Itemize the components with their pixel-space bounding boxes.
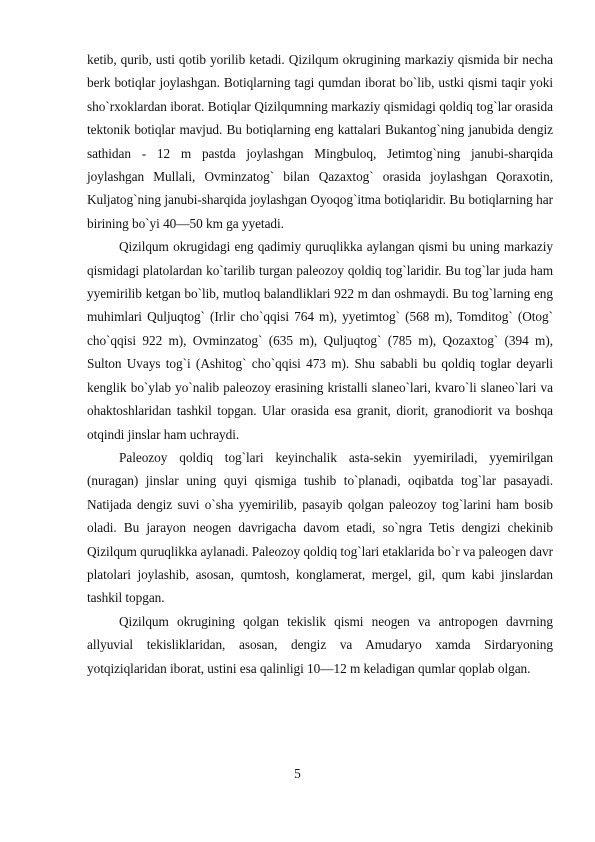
paragraph-2: Qizilqum okrugidagi eng qadimiy quruqlikka aylangan qismi bu uning markaziy qismidagi platolardan ko`tarilib turgan paleozoy qoldiq tog`laridir. Bu tog`lar juda ham yyemirilib ketgan bo`lib, mutloq balandliklari 922 m dan oshmaydi. Bu tog`larning eng muhimlari Quljuqtog` (Irlir cho`qqisi 764 m), yyetimtog` (568 m), Tomditog` (Otog` cho`qqisi 922 m), Ovminzatog` (635 m), Quljuqtog` (785 m), Qozaxtog` (394 m), Sulton Uvays tog`i (Ashitog` cho`qqisi 473 m). Shu sababli bu qoldiq toglar deyarli kenglik bo`ylab yo`nalib paleozoy erasining kristalli slaneo`lari, kvaro`li slaneo`lari va ohaktoshlaridan tashkil topgan. Ular orasida esa granit, diorit, granodiorit va boshqa otqindi jinslar ham uchraydi. bbox=[87, 239, 553, 442]
document-page bbox=[87, 48, 553, 680]
page-number: 5 bbox=[294, 766, 301, 781]
paragraph-3: Paleozoy qoldiq tog`lari keyinchalik asta-sekin yyemiriladi, yyemirilgan (nuragan) jinslar uning quyi qismiga tushib to`planadi, oqibatda tog`lar pasayadi. Natijada dengiz suvi o`sha yyemirilib, pasayib qolgan paleozoy tog`larini ham bosib oladi. Bu jarayon neogen davrigacha davom etadi, so`ngra Tetis dengizi chekinib Qizilqum quruqlikka aylanadi. Paleozoy qoldiq tog`lari etaklarida bo`r va paleogen davr platolari joylashib, asosan, qumtosh, konglamerat, mergel, gil, qum kabi jinslardan tashkil topgan. bbox=[87, 449, 553, 606]
paragraph-1: ketib, qurib, usti qotib yorilib ketadi. Qizilqum okrugining markaziy qismida bir necha berk botiqlar joylashgan. Botiqlarning tagi qumdan iborat bo`lib, ustki qismi taqir yoki sho`rxoklardan iborat. Botiqlar Qizilqumning markaziy qismidagi qoldiq tog`lar orasida tektonik botiqlar mavjud. Bu botiqlarning eng kattalari Bukantog`ning janubida dengiz sathidan - 12 m pastda joylashgan Mingbuloq, Jetimtog`ning janubi-sharqida joylashgan Mullali, Ovminzatog` bilan Qazaxtog` orasida joylashgan Qoraxotin, Kuljatog`ning janubi-sharqida joylashgan Oyoqog`itma botiqlaridir. Bu botiqlarning har birining bo`yi 40—50 km ga yyetadi. bbox=[87, 52, 553, 231]
paragraph-4: Qizilqum okrugining qolgan tekislik qismi neogen va antropogen davrning allyuvial tekisliklaridan, asosan, dengiz va Amudaryo xamda Sirdaryoning yotqiziqlaridan iborat, ustini esa qalinligi 10—12 m keladigan qumlar qoplab olgan. bbox=[87, 613, 553, 676]
